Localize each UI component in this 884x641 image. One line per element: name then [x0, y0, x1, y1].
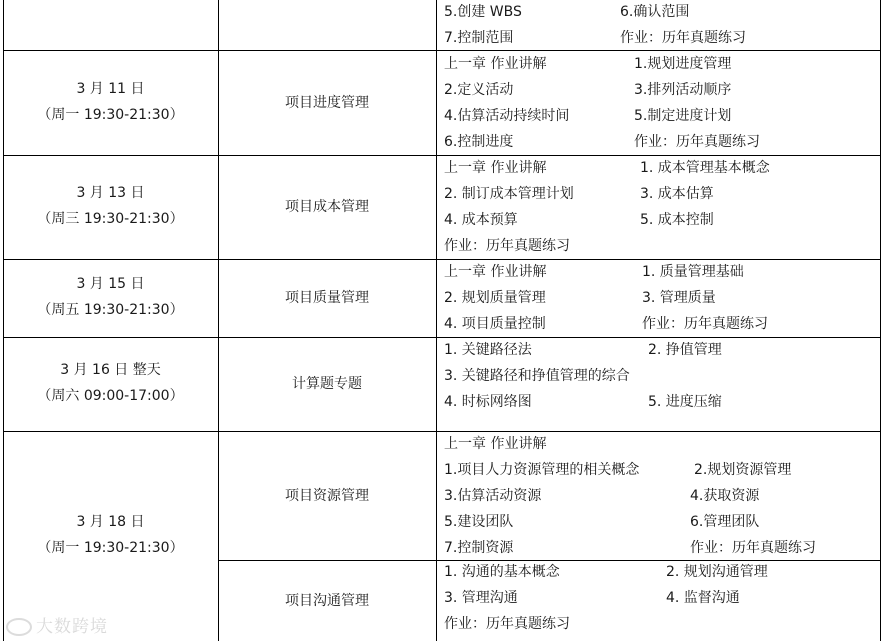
- content-item: 4.获取资源: [690, 488, 760, 504]
- content-item: 1. 成本管理基本概念: [640, 160, 770, 176]
- content-item: 7.控制范围: [444, 30, 514, 46]
- content-item: 2.规划资源管理: [694, 462, 792, 478]
- content-item: 作业：历年真题练习: [690, 540, 816, 556]
- grid-hline: [3, 431, 881, 432]
- content-item: 4. 成本预算: [444, 212, 518, 228]
- content-item: 6.控制进度: [444, 134, 514, 150]
- content-item: 上一章 作业讲解: [444, 160, 547, 176]
- content-item: 1. 关键路径法: [444, 342, 532, 358]
- content-item: 2.定义活动: [444, 82, 514, 98]
- content-item: 3.估算活动资源: [444, 488, 542, 504]
- session-date: 3 月 15 日: [76, 276, 145, 292]
- content-item: 6.确认范围: [620, 4, 690, 20]
- session-topic: 项目进度管理: [285, 94, 369, 111]
- content-item: 2. 规划质量管理: [444, 290, 546, 306]
- session-time: （周三 19:30-21:30）: [37, 211, 184, 227]
- session-time: （周六 09:00-17:00）: [37, 388, 184, 404]
- content-item: 上一章 作业讲解: [444, 56, 547, 72]
- content-item: 2. 规划沟通管理: [666, 564, 768, 580]
- grid-hline: [3, 50, 881, 51]
- content-item: 7.控制资源: [444, 540, 514, 556]
- content-item: 3. 管理沟通: [444, 590, 518, 606]
- grid-hline: [218, 560, 881, 561]
- content-item: 3. 成本估算: [640, 186, 714, 202]
- grid-hline: [3, 155, 881, 156]
- content-item: 5.建设团队: [444, 514, 514, 530]
- session-date: 3 月 11 日: [76, 80, 145, 97]
- watermark-text: 大数跨境: [36, 617, 108, 637]
- grid-vline-topic-content: [436, 0, 437, 641]
- session-topic: 计算题专题: [292, 376, 362, 392]
- content-item: 4. 项目质量控制: [444, 316, 546, 332]
- content-item: 5. 成本控制: [640, 212, 714, 228]
- session-time: （周一 19:30-21:30）: [37, 106, 184, 123]
- content-item: 5. 进度压缩: [648, 394, 722, 410]
- content-item: 5.制定进度计划: [634, 108, 732, 124]
- content-item: 2. 制订成本管理计划: [444, 186, 574, 202]
- content-item: 2. 挣值管理: [648, 342, 722, 358]
- session-topic: 项目质量管理: [285, 290, 369, 306]
- session-topic: 项目沟通管理: [285, 592, 369, 609]
- session-date: 3 月 13 日: [76, 185, 145, 201]
- content-item: 4.估算活动持续时间: [444, 108, 570, 124]
- content-item: 作业：历年真题练习: [620, 30, 746, 46]
- session-time: （周一 19:30-21:30）: [37, 540, 184, 556]
- content-item: 作业：历年真题练习: [444, 616, 570, 632]
- session-topic: 项目成本管理: [285, 199, 369, 215]
- content-item: 1. 沟通的基本概念: [444, 564, 560, 580]
- content-item: 1.规划进度管理: [634, 56, 732, 72]
- content-item: 作业：历年真题练习: [642, 316, 768, 332]
- watermark: [6, 612, 108, 637]
- grid-hline: [3, 259, 881, 260]
- grid-vline-right: [880, 0, 881, 641]
- content-item: 4. 监督沟通: [666, 590, 740, 606]
- content-item: 上一章 作业讲解: [444, 264, 547, 280]
- session-topic: 项目资源管理: [285, 487, 369, 504]
- content-item: 1.项目人力资源管理的相关概念: [444, 462, 640, 478]
- session-date: 3 月 18 日: [76, 514, 145, 530]
- content-item: 3. 关键路径和挣值管理的综合: [444, 368, 630, 384]
- content-item: 上一章 作业讲解: [444, 436, 547, 452]
- grid-hline: [3, 337, 881, 338]
- content-item: 6.管理团队: [690, 514, 760, 530]
- session-time: （周五 19:30-21:30）: [37, 302, 184, 318]
- session-date: 3 月 16 日 整天: [60, 362, 161, 378]
- content-item: 1. 质量管理基础: [642, 264, 744, 280]
- content-item: 5.创建 WBS: [444, 4, 522, 20]
- content-item: 3. 管理质量: [642, 290, 716, 306]
- content-item: 4. 时标网络图: [444, 394, 532, 410]
- watermark-logo-icon: [6, 618, 32, 636]
- content-item: 作业：历年真题练习: [444, 238, 570, 254]
- content-item: 作业：历年真题练习: [634, 134, 760, 150]
- content-item: 3.排列活动顺序: [634, 82, 732, 98]
